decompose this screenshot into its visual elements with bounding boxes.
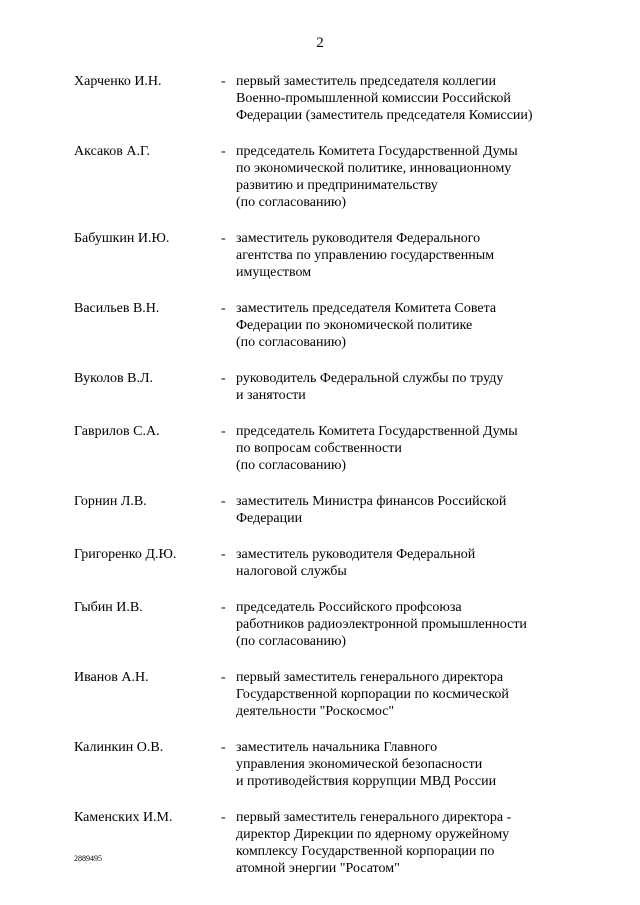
member-name: Аксаков А.Г. [74,144,150,159]
member-role [236,493,594,527]
member-entry [74,230,594,281]
member-name: Васильев В.Н. [74,301,160,316]
member-role-line: деятельности "Роскосмос" [236,704,395,719]
member-entry [74,493,594,527]
dash-separator: - [221,144,226,159]
member-entry [74,423,594,474]
member-role-line: заместитель руководителя Федерального [236,231,481,246]
member-role-line: председатель Комитета Государственной Думы [236,424,518,439]
member-role-line: атомной энергии "Росатом" [236,861,400,876]
member-role-line: комплексу Государственной корпорации по [236,844,495,859]
members-list [74,73,594,896]
member-role-line: первый заместитель генерального директора - [236,810,512,825]
dash-separator: - [221,740,226,755]
member-role [236,599,594,650]
member-role-line: заместитель Министра финансов Российской [236,494,507,509]
member-role-line: управления экономической безопасности [236,757,483,772]
member-role-line: заместитель начальника Главного [236,740,438,755]
member-role-line: работников радиоэлектронной промышленности [236,617,527,632]
member-role-line: агентства по управлению государственным [236,248,495,263]
member-role-line: Военно-промышленной комиссии Российской [236,91,511,106]
dash-separator: - [221,600,226,615]
member-role-line: (по согласованию) [236,335,347,350]
member-entry [74,809,594,877]
member-role [236,669,594,720]
member-role-line: развитию и предпринимательству [236,178,438,193]
member-role-line: (по согласованию) [236,195,347,210]
member-name: Иванов А.Н. [74,670,149,685]
member-role [236,300,594,351]
dash-separator: - [221,74,226,89]
member-role-line: Федерации (заместитель председателя Комиссии) [236,108,533,123]
dash-separator: - [221,494,226,509]
member-entry [74,370,594,404]
member-role-line: налоговой службы [236,564,347,579]
member-role [236,739,594,790]
member-role-line: первый заместитель генерального директора [236,670,504,685]
dash-separator: - [221,424,226,439]
member-role-line: и занятости [236,388,306,403]
member-entry [74,599,594,650]
member-role-line: председатель Комитета Государственной Думы [236,144,518,159]
member-name: Бабушкин И.Ю. [74,231,170,246]
member-entry [74,739,594,790]
document-code: 2889495 [74,854,102,863]
member-name: Гыбин И.В. [74,600,143,615]
member-name: Калинкин О.В. [74,740,164,755]
member-role-line: Федерации по экономической политике [236,318,473,333]
member-role-line: (по согласованию) [236,634,347,649]
member-role-line: заместитель руководителя Федеральной [236,547,476,562]
member-role [236,143,594,211]
member-role [236,546,594,580]
member-name: Гаврилов С.А. [74,424,160,439]
member-role [236,423,594,474]
member-entry [74,669,594,720]
member-name: Вуколов В.Л. [74,371,153,386]
member-name: Горнин Л.В. [74,494,147,509]
member-role-line: по вопросам собственности [236,441,402,456]
member-role-line: председатель Российского профсоюза [236,600,462,615]
member-name: Григоренко Д.Ю. [74,547,177,562]
member-role-line: имуществом [236,265,312,280]
dash-separator: - [221,301,226,316]
member-role-line: заместитель председателя Комитета Совета [236,301,497,316]
member-role-line: первый заместитель председателя коллегии [236,74,497,89]
member-role [236,809,594,877]
member-role-line: Государственной корпорации по космической [236,687,509,702]
member-role [236,73,594,124]
member-entry [74,300,594,351]
member-role [236,370,594,404]
member-entry [74,546,594,580]
member-name: Каменских И.М. [74,810,173,825]
member-role [236,230,594,281]
dash-separator: - [221,547,226,562]
member-role-line: руководитель Федеральной службы по труду [236,371,504,386]
member-role-line: по экономической политике, инновационному [236,161,512,176]
member-role-line: и противодействия коррупции МВД России [236,774,497,789]
page-number: 2 [316,35,324,51]
dash-separator: - [221,231,226,246]
member-role-line: (по согласованию) [236,458,347,473]
member-entry [74,73,594,124]
member-name: Харченко И.Н. [74,74,162,89]
member-role-line: Федерации [236,511,303,526]
dash-separator: - [221,810,226,825]
dash-separator: - [221,371,226,386]
member-entry [74,143,594,211]
dash-separator: - [221,670,226,685]
member-role-line: директор Дирекции по ядерному оружейному [236,827,510,842]
